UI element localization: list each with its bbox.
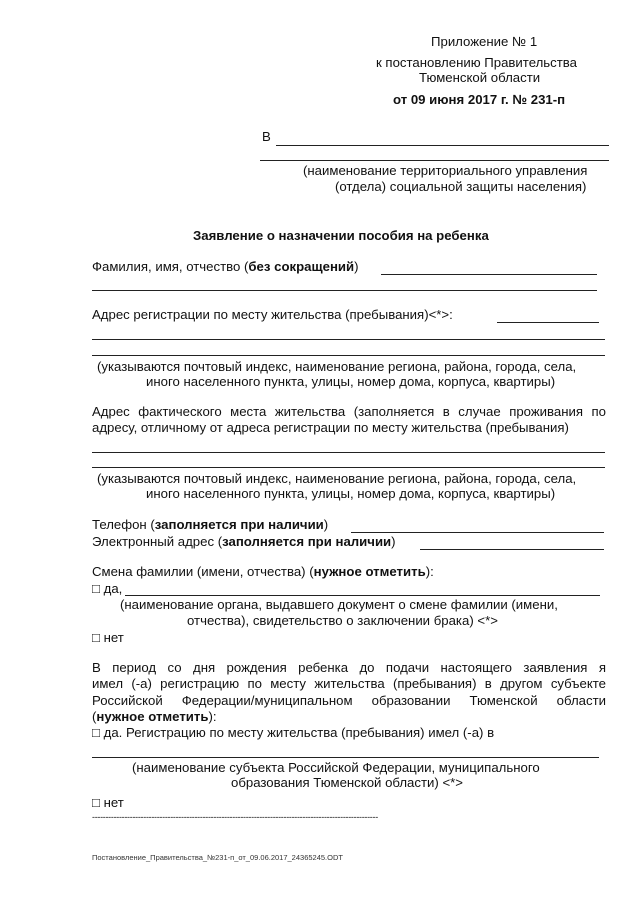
- period-line-4: (нужное отметить):: [92, 709, 217, 724]
- period-line-2: имел (-а) регистрацию по месту жительства (пребывания) в другом субъекте: [92, 676, 606, 691]
- name-change-label: Смена фамилии (имени, отчества) (нужное отметить):: [92, 564, 434, 579]
- reg-address-caption-1: (указываются почтовый индекс, наименование региона, района, города, села,: [97, 359, 577, 374]
- recipient-caption-2: (отдела) социальной защиты населения): [335, 179, 587, 194]
- actual-address-caption-1: (указываются почтовый индекс, наименование региона, района, города, села,: [97, 471, 577, 486]
- appendix-number: Приложение № 1: [431, 34, 538, 49]
- actual-address-line-2: адресу, отличному от адреса регистрации по месту жительства (пребывания): [92, 420, 569, 435]
- recipient-input-line-2[interactable]: [260, 160, 609, 161]
- period-yes-option[interactable]: □ да. Регистрацию по месту жительства (пребывания) имел (-а) в: [92, 725, 495, 740]
- name-change-input-line[interactable]: [125, 595, 600, 596]
- reg-address-input-line[interactable]: [497, 322, 599, 323]
- phone-input-line[interactable]: [351, 532, 604, 533]
- resolution-ref: к постановлению Правительства: [376, 55, 577, 70]
- email-label: Электронный адрес (заполняется при наличии): [92, 534, 396, 549]
- reg-address-input-line-3[interactable]: [92, 355, 605, 356]
- period-caption-2: образования Тюменской области) <*>: [231, 775, 463, 790]
- footer-filename: Постановление_Правительства_№231-п_от_09.06.2017_24365245.ODT: [92, 853, 343, 862]
- dashed-separator: ----------------------------------------------------------------------------------------------------------: [92, 812, 378, 822]
- reg-address-caption-2: иного населенного пункта, улицы, номер дома, корпуса, квартиры): [146, 374, 556, 389]
- phone-label: Телефон (заполняется при наличии): [92, 517, 329, 532]
- period-line-3: Российской Федерации/муниципальном образовании Тюменской области: [92, 693, 606, 708]
- period-line-1: В период со дня рождения ребенка до подачи настоящего заявления я: [92, 660, 606, 675]
- name-change-caption-1: (наименование органа, выдавшего документ о смене фамилии (имени,: [120, 597, 558, 612]
- recipient-caption-1: (наименование территориального управления: [303, 163, 588, 178]
- fio-input-line[interactable]: [381, 274, 597, 275]
- region-name: Тюменской области: [419, 70, 541, 85]
- actual-address-input-line[interactable]: [92, 452, 605, 453]
- name-change-no-option[interactable]: □ нет: [92, 630, 124, 645]
- name-change-caption-2: отчества), свидетельство о заключении брака) <*>: [187, 613, 498, 628]
- period-no-option[interactable]: □ нет: [92, 795, 124, 810]
- name-change-yes-option[interactable]: □ да,: [92, 581, 123, 596]
- email-input-line[interactable]: [420, 549, 604, 550]
- recipient-input-line[interactable]: [276, 145, 609, 146]
- recipient-prefix: В: [262, 129, 271, 144]
- period-caption-1: (наименование субъекта Российской Федерации, муниципального: [132, 760, 540, 775]
- fio-label: Фамилия, имя, отчество (без сокращений): [92, 259, 359, 274]
- period-input-line[interactable]: [92, 757, 599, 758]
- fio-input-line-2[interactable]: [92, 290, 597, 291]
- reg-address-label: Адрес регистрации по месту жительства (пребывания)<*>:: [92, 307, 453, 322]
- form-title: Заявление о назначении пособия на ребенка: [193, 228, 489, 243]
- actual-address-caption-2: иного населенного пункта, улицы, номер дома, корпуса, квартиры): [146, 486, 556, 501]
- resolution-date: от 09 июня 2017 г. № 231-п: [393, 92, 566, 107]
- actual-address-input-line-2[interactable]: [92, 467, 605, 468]
- actual-address-line-1: Адрес фактического места жительства (заполняется в случае проживания по: [92, 404, 606, 419]
- reg-address-input-line-2[interactable]: [92, 339, 605, 340]
